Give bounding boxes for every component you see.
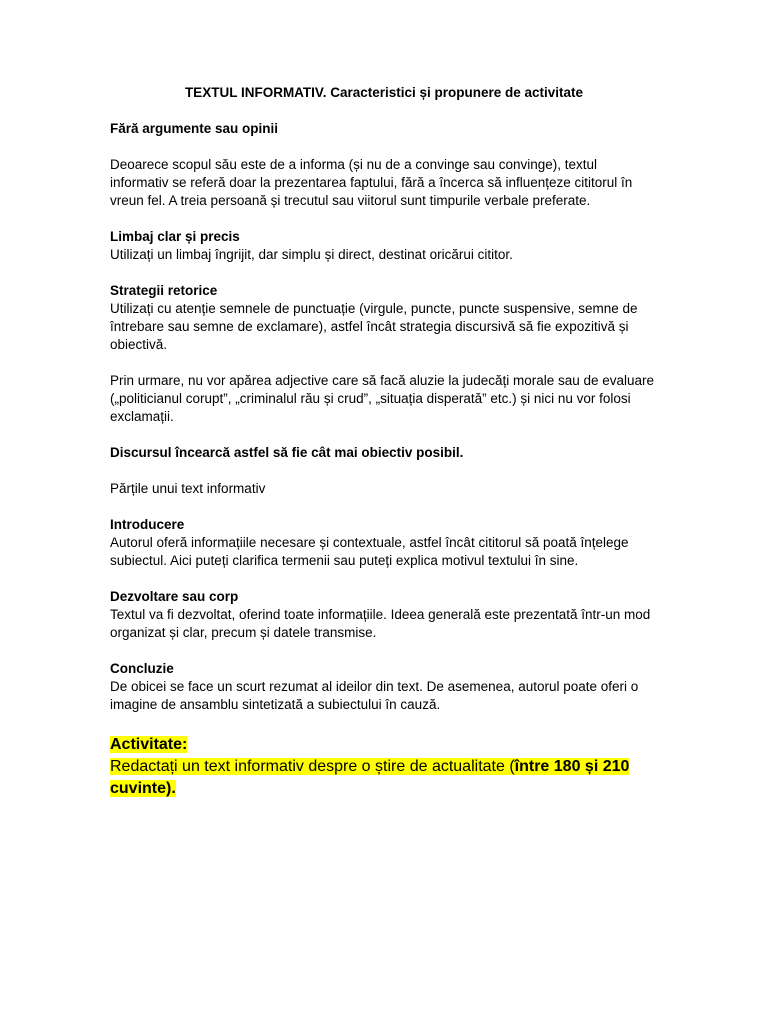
section-body: Utilizați un limbaj îngrijit, dar simplu și direct, destinat oricărui cititor. <box>110 247 513 262</box>
section-parts <box>110 480 658 498</box>
activity-word-count: între 180 și 210 cuvinte). <box>110 758 630 797</box>
section-body: Autorul oferă informațiile necesare și contextuale, astfel încât cititorul să poată înțelege subiectul. Aici puteți clarifica termenii sau puteți explica motivul textului în sine. <box>110 535 629 568</box>
section-no-arguments <box>110 120 658 138</box>
section-body: Deoarece scopul său este de a informa (și nu de a convinge sau convinge), textul informativ se referă doar la prezentarea faptului, fără a încerca să influențeze cititorul în vreun fel. A treia persoană și trecutul sau viitorul sunt timpurile verbale preferate. <box>110 157 633 208</box>
section-clear-language <box>110 228 658 264</box>
section-objective-statement <box>110 444 658 462</box>
section-adjectives-paragraph <box>110 372 658 426</box>
section-body: Utilizați cu atenție semnele de punctuație (virgule, puncte, puncte suspensive, semne de întrebare sau semne de exclamare), astfel încât strategia discursivă să fie expozitivă și obiectivă. <box>110 301 638 352</box>
section-introduction <box>110 516 658 570</box>
section-heading: Limbaj clar și precis <box>110 229 240 244</box>
section-heading: Părțile unui text informativ <box>110 481 266 496</box>
section-heading: Strategii retorice <box>110 283 218 298</box>
section-body: De obicei se face un scurt rezumat al ideilor din text. De asemenea, autorul poate oferi o imagine de ansamblu sintetizată a subiectului în cauză. <box>110 679 639 712</box>
section-purpose-paragraph <box>110 156 658 210</box>
section-body: Textul va fi dezvoltat, oferind toate informațiile. Ideea generală este prezentată într-un mod organizat și clar, precum și datele transmise. <box>110 607 651 640</box>
section-heading: Dezvoltare sau corp <box>110 589 239 604</box>
section-conclusion <box>110 660 658 714</box>
section-heading: Discursul încearcă astfel să fie cât mai obiectiv posibil. <box>110 445 464 460</box>
section-heading: Concluzie <box>110 661 174 676</box>
activity-block <box>110 734 658 800</box>
section-body: Prin urmare, nu vor apărea adjective care să facă aluzie la judecăți morale sau de evaluare („politicianul corupt”, „criminalul rău și crud”, „situația disperată” etc.) și nici nu vor folosi exclamații. <box>110 373 655 424</box>
section-development <box>110 588 658 642</box>
section-heading: Introducere <box>110 517 185 532</box>
section-rhetorical-strategies <box>110 282 658 354</box>
section-heading: Fără argumente sau opinii <box>110 121 279 136</box>
document-title: TEXTUL INFORMATIV. Caracteristici și propunere de activitate <box>184 85 584 100</box>
activity-label: Activitate: <box>110 736 188 753</box>
activity-text: Redactați un text informativ despre o știre de actualitate ( <box>110 758 515 775</box>
